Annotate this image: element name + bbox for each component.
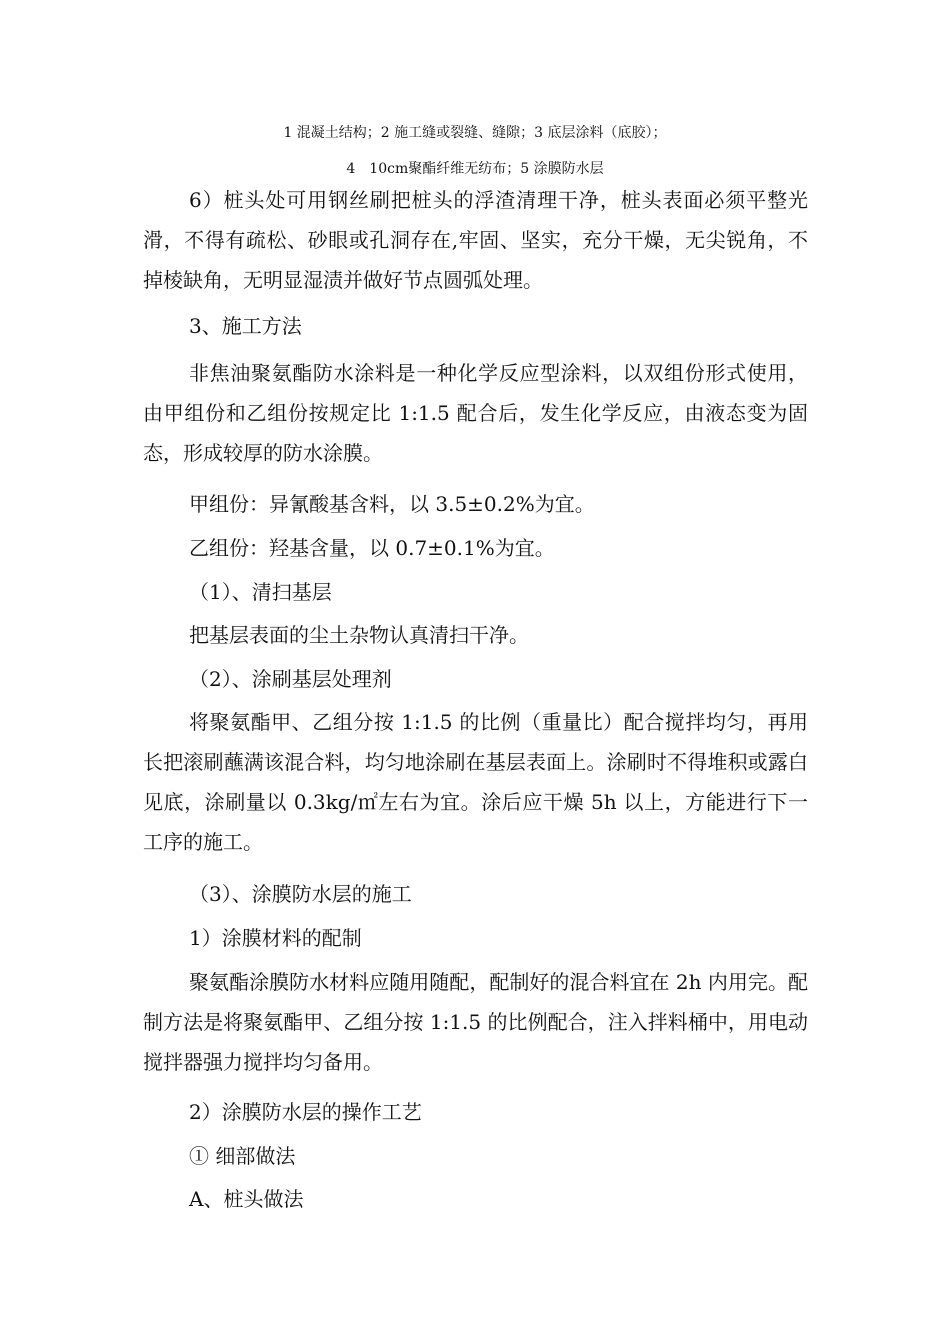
paragraph-component-a: 甲组份：异氰酸基含料，以 3.5±0.2%为宜。 — [189, 492, 595, 516]
section-heading-construction-method: 3、施工方法 — [189, 314, 302, 338]
paragraph-clean-base: 把基层表面的尘土杂物认真清扫干净。 — [189, 623, 529, 647]
paragraph-component-b: 乙组份：羟基含量，以 0.7±0.1%为宜。 — [189, 536, 555, 560]
subheading-primer: （2）、涂刷基层处理剂 — [189, 667, 392, 691]
paragraph-primer: 将聚氨酯甲、乙组分按 1:1.5 的比例（重量比）配合搅拌均匀，再用长把滚刷蘸满该混合料，均匀地涂刷在基层表面上。涂刷时不得堆积或露白见底，涂刷量以 0.3kg/㎡左右为宜。涂后应干燥 5h 以上，方能进行下一工序的施工。 — [143, 710, 808, 854]
subheading-detail-practice: ① 细部做法 — [189, 1144, 296, 1168]
paragraph-pile-head-cleaning: 6）桩头处可用钢丝刷把桩头的浮渣清理干净，桩头表面必须平整光滑，不得有疏松、砂眼或孔洞存在,牢固、坚实，充分干燥，无尖锐角，不掉棱缺角，无明显湿渍并做好节点圆弧处理。 — [143, 188, 808, 292]
subheading-membrane-construction: （3）、涂膜防水层的施工 — [189, 882, 412, 906]
subheading-pile-head-practice: A、桩头做法 — [189, 1187, 304, 1211]
subheading-clean-base: （1）、清扫基层 — [189, 580, 332, 604]
paragraph-material-mixing: 聚氨酯涂膜防水材料应随用随配，配制好的混合料宜在 2h 内用完。配制方法是将聚氨酯甲、乙组分按 1:1.5 的比例配合，注入拌料桶中，用电动搅拌器强力搅拌均匀备用。 — [143, 970, 808, 1074]
figure-caption-line-2: 4 10cm聚酯纤维无纺布；5 涂膜防水层 — [346, 161, 604, 177]
figure-caption-line-1: 1 混凝土结构；2 施工缝或裂缝、缝隙；3 底层涂料（底胶）； — [283, 125, 667, 141]
subheading-operation-process: 2）涂膜防水层的操作工艺 — [189, 1100, 422, 1124]
paragraph-coating-description: 非焦油聚氨酯防水涂料是一种化学反应型涂料，以双组份形式使用，由甲组份和乙组份按规定比 1:1.5 配合后，发生化学反应，由液态变为固态，形成较厚的防水涂膜。 — [143, 361, 808, 465]
subheading-material-mixing: 1）涂膜材料的配制 — [189, 926, 362, 950]
